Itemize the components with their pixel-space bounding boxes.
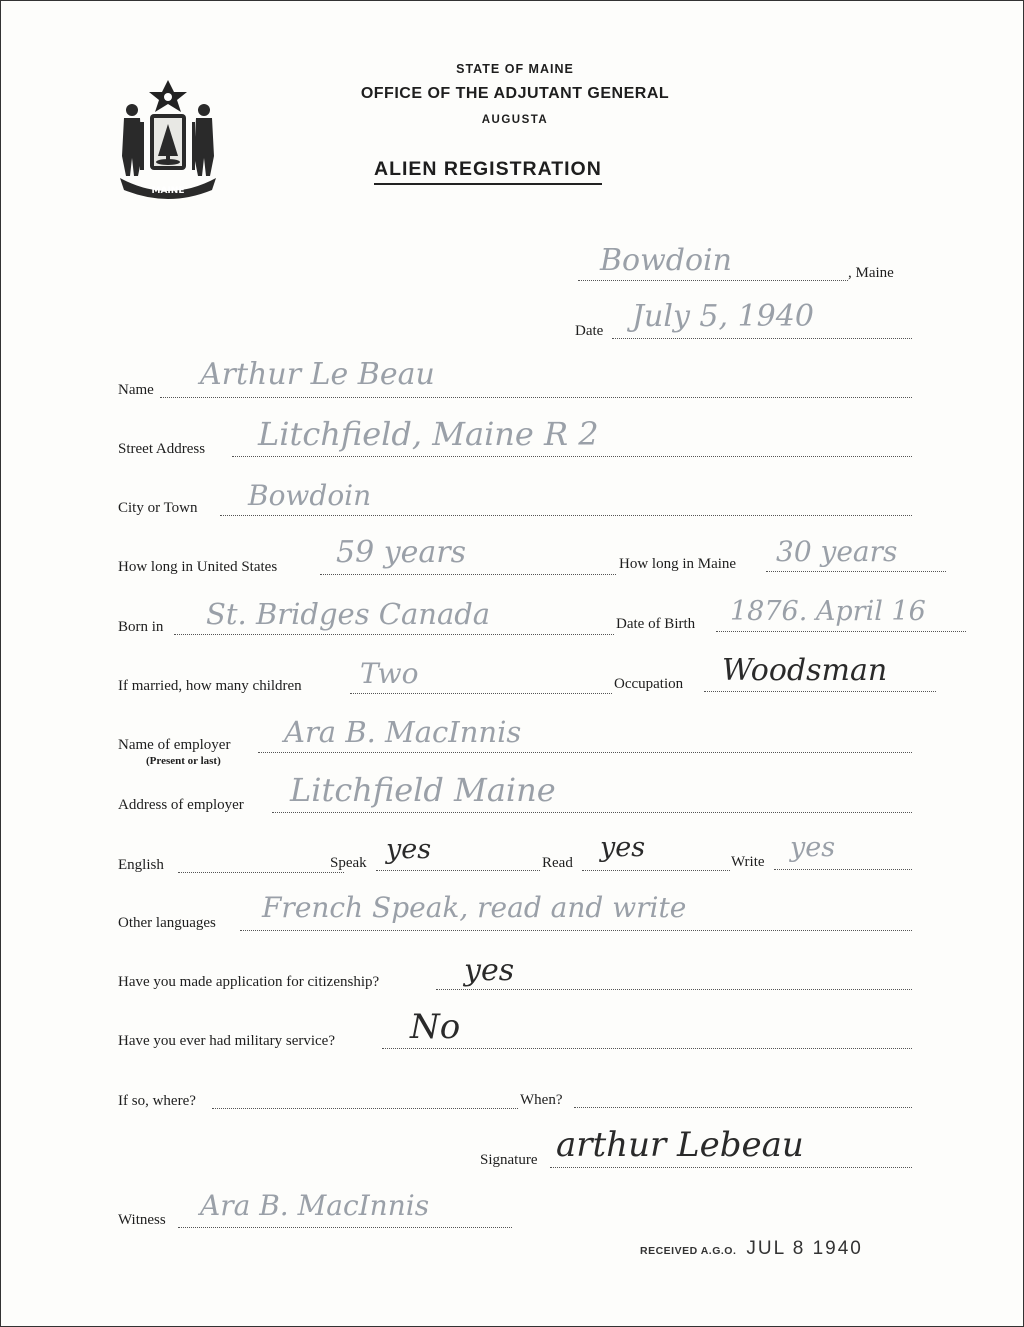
occupation-line — [704, 691, 936, 692]
employer-name-value: Ara B. MacInnis — [284, 715, 522, 749]
how-long-us-value: 59 years — [336, 535, 467, 570]
signature-line — [550, 1167, 912, 1168]
write-line — [774, 869, 912, 870]
read-line — [582, 870, 730, 871]
speak-line — [376, 870, 540, 871]
how-long-us-label: How long in United States — [118, 559, 278, 575]
other-languages-label: Other languages — [118, 915, 216, 931]
citizenship-label: Have you made application for citizenship? — [118, 974, 380, 990]
employer-address-line — [272, 812, 912, 813]
write-value: yes — [790, 832, 836, 863]
signature-label: Signature — [480, 1152, 538, 1168]
date-value: July 5, 1940 — [632, 299, 814, 334]
write-label: Write — [731, 854, 765, 870]
form-title: ALIEN REGISTRATION — [374, 158, 602, 185]
received-stamp — [640, 1238, 863, 1260]
witness-value: Ara B. MacInnis — [200, 1189, 430, 1222]
children-line — [350, 693, 612, 694]
when-line — [574, 1107, 912, 1108]
military-value: No — [410, 1007, 461, 1047]
how-long-us-line — [320, 574, 616, 575]
stamp-date: JUL 8 1940 — [746, 1238, 863, 1259]
other-languages-value: French Speak, read and write — [262, 891, 687, 924]
witness-line — [178, 1227, 512, 1228]
date-of-birth-line — [716, 631, 966, 632]
born-in-value: St. Bridges Canada — [206, 597, 491, 631]
date-label: Date — [575, 323, 604, 339]
witness-label: Witness — [118, 1212, 166, 1228]
children-value: Two — [360, 657, 419, 690]
employer-note: (Present or last) — [146, 755, 221, 767]
other-languages-line — [240, 930, 912, 931]
occupation-value: Woodsman — [722, 653, 888, 688]
name-value: Arthur Le Beau — [200, 357, 435, 392]
employer-address-value: Litchfield Maine — [290, 771, 556, 809]
military-label: Have you ever had military service? — [118, 1033, 335, 1049]
maine-label: , Maine — [848, 265, 894, 281]
town-line — [578, 280, 848, 281]
street-address-line — [232, 456, 912, 457]
state-seal — [112, 76, 224, 204]
children-label: If married, how many children — [118, 678, 302, 694]
english-line — [178, 872, 344, 873]
employer-address-label: Address of employer — [118, 797, 244, 813]
city-label: City or Town — [118, 500, 198, 516]
signature-value: arthur Lebeau — [556, 1125, 804, 1165]
city-line — [220, 515, 912, 516]
stamp-prefix: RECEIVED A.G.O. — [640, 1245, 737, 1257]
office-heading: OFFICE OF THE ADJUTANT GENERAL — [360, 85, 670, 102]
speak-value: yes — [386, 834, 432, 865]
speak-label: Speak — [330, 855, 367, 871]
how-long-maine-value: 30 years — [776, 535, 898, 568]
military-line — [382, 1048, 912, 1049]
date-of-birth-value: 1876. April 16 — [730, 596, 926, 627]
name-line — [160, 397, 912, 398]
svg-text:MAINE: MAINE — [151, 186, 185, 196]
date-of-birth-label: Date of Birth — [616, 616, 696, 632]
born-in-line — [174, 634, 614, 635]
date-line — [612, 338, 912, 339]
occupation-label: Occupation — [614, 676, 684, 692]
born-in-label: Born in — [118, 619, 164, 635]
street-address-value: Litchfield, Maine R 2 — [258, 415, 599, 453]
citizenship-value: yes — [464, 953, 515, 988]
how-long-maine-label: How long in Maine — [619, 556, 737, 572]
employer-name-line — [258, 752, 912, 753]
town-value: Bowdoin — [600, 243, 732, 278]
english-label: English — [118, 857, 164, 873]
state-heading: STATE OF MAINE — [456, 62, 574, 76]
how-long-maine-line — [766, 571, 946, 572]
street-address-label: Street Address — [118, 441, 206, 457]
when-label: When? — [520, 1092, 563, 1108]
name-label: Name — [118, 382, 154, 398]
read-value: yes — [600, 832, 646, 863]
if-so-where-label: If so, where? — [118, 1093, 196, 1109]
state-of-maine-seal-icon — [112, 76, 224, 204]
citizenship-line — [436, 989, 912, 990]
city-heading: AUGUSTA — [481, 114, 549, 126]
read-label: Read — [542, 855, 573, 871]
city-value: Bowdoin — [248, 479, 372, 512]
employer-name-label: Name of employer — [118, 737, 231, 753]
if-so-where-line — [212, 1108, 518, 1109]
